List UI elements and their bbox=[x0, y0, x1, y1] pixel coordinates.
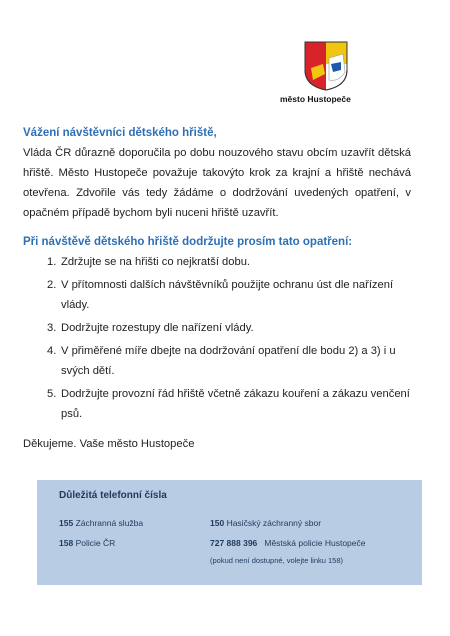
phone-entry-firefighters bbox=[210, 518, 321, 528]
phone-entry-police bbox=[59, 538, 115, 548]
greeting-heading: Vážení návštěvníci dětského hřiště, bbox=[23, 127, 217, 139]
phone-box-title: Důležitá telefonní čísla bbox=[59, 490, 167, 501]
phone-number: 727 888 396 bbox=[210, 538, 258, 548]
rules-list bbox=[23, 252, 413, 427]
phone-entry-city-police bbox=[210, 538, 365, 548]
rule-number: 5. bbox=[47, 388, 57, 400]
phone-label: Policie ČR bbox=[75, 538, 116, 548]
rule-item bbox=[23, 341, 413, 381]
phone-numbers-box bbox=[37, 480, 422, 585]
rule-text: V přítomnosti dalších návštěvníků použijte ochranu úst dle nařízení vlády. bbox=[61, 279, 394, 311]
phone-number: 150 bbox=[210, 518, 225, 528]
phone-number: 158 bbox=[59, 538, 74, 548]
intro-paragraph: Vláda ČR důrazně doporučila po dobu nouzového stavu obcím uzavřít dětská hřiště. Město Hustopeče považuje takovýto krok za krajní a hřiště nechává otevřena. Zdvořile vás tedy žádáme o dodržování uvedených opatření, v opačném případě bychom byli nuceni hřiště uzavřít. bbox=[23, 147, 411, 219]
rule-text: Dodržujte provozní řád hřiště včetně zákazu kouření a zákazu venčení psů. bbox=[61, 388, 410, 420]
town-crest-icon bbox=[303, 40, 349, 92]
phone-note: (pokud není dostupné, volejte linku 158) bbox=[210, 556, 344, 565]
rule-item bbox=[23, 275, 413, 315]
phone-number: 155 bbox=[59, 518, 74, 528]
rule-number: 1. bbox=[47, 256, 57, 268]
rule-item bbox=[23, 318, 413, 338]
rule-text: Dodržujte rozestupy dle nařízení vlády. bbox=[61, 322, 254, 334]
rules-heading: Při návštěvě dětského hřiště dodržujte prosím tato opatření: bbox=[23, 236, 353, 248]
rule-number: 3. bbox=[47, 322, 57, 334]
town-name: město Hustopeče bbox=[280, 94, 351, 104]
rule-item bbox=[23, 384, 413, 424]
phone-label: Městská policie Hustopeče bbox=[264, 538, 366, 548]
rule-text: Zdržujte se na hřišti co nejkratší dobu. bbox=[61, 256, 251, 268]
thanks-text: Děkujeme. Vaše město Hustopeče bbox=[23, 438, 195, 450]
phone-label: Hasičský záchranný sbor bbox=[226, 518, 322, 528]
phone-label: Záchranná služba bbox=[75, 518, 144, 528]
rule-text: V přiměřené míře dbejte na dodržování opatření dle bodu 2) a 3) i u svých dětí. bbox=[61, 345, 396, 377]
rule-number: 2. bbox=[47, 279, 57, 291]
phone-entry-ambulance bbox=[59, 518, 143, 528]
rule-item bbox=[23, 252, 413, 272]
rule-number: 4. bbox=[47, 345, 57, 357]
